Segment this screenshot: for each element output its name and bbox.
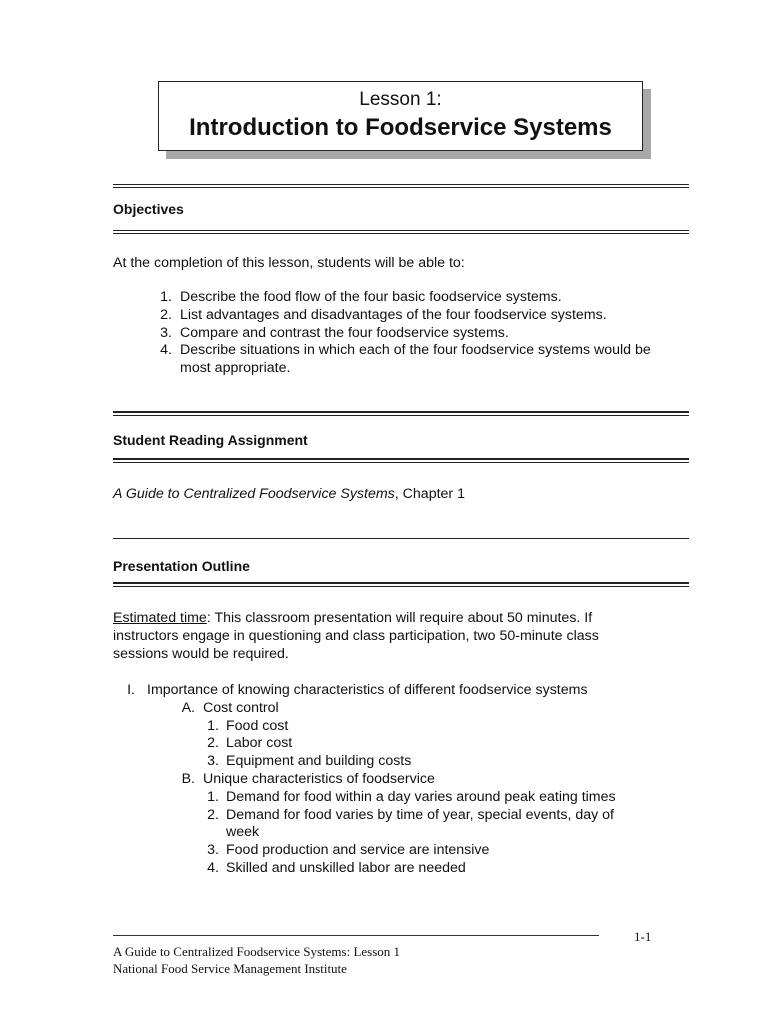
page-number: 1-1 bbox=[634, 929, 652, 944]
reading-assignment bbox=[113, 486, 465, 504]
rule-outline-top bbox=[113, 538, 689, 539]
footer-line-2: National Food Service Management Institute bbox=[113, 961, 347, 976]
rule-objectives-top bbox=[113, 184, 689, 188]
objective-item: 3. Compare and contrast the four foodservice systems. bbox=[160, 324, 509, 341]
outline-item: 3. Equipment and building costs bbox=[207, 753, 412, 770]
estimated-time-label: Estimated time bbox=[113, 610, 207, 626]
objective-item: 1. Describe the food flow of the four basic foodservice systems. bbox=[160, 289, 562, 305]
outline-section-I: I. Importance of knowing characteristics of different foodservice systems bbox=[127, 682, 588, 698]
outline-item: 1. Demand for food within a day varies around peak eating times bbox=[207, 788, 616, 805]
reading-book-title: A Guide to Centralized Foodservice Systems bbox=[113, 486, 395, 502]
estimated-time-paragraph bbox=[113, 610, 643, 663]
title-box bbox=[158, 81, 643, 151]
outline-section-B: B. Unique characteristics of foodservice bbox=[181, 770, 435, 787]
rule-outline-bottom bbox=[113, 582, 689, 587]
reading-chapter: , Chapter 1 bbox=[394, 486, 465, 502]
outline-list bbox=[113, 682, 673, 878]
outline-item: 2. Demand for food varies by time of year, special events, day of week bbox=[207, 806, 614, 841]
outline-item: 1. Food cost bbox=[207, 717, 289, 734]
objective-item: 4. Describe situations in which each of the four foodservice systems would be most appropriate. bbox=[160, 342, 651, 377]
outline-item: 3. Food production and service are intensive bbox=[207, 842, 490, 859]
outline-section-A: A. Cost control bbox=[181, 699, 279, 716]
reading-heading: Student Reading Assignment bbox=[113, 432, 308, 448]
lesson-number: Lesson 1: bbox=[359, 89, 442, 110]
rule-reading-top bbox=[113, 411, 689, 416]
objectives-intro: At the completion of this lesson, students will be able to: bbox=[113, 255, 465, 271]
objectives-list bbox=[152, 289, 682, 378]
footer-rule bbox=[113, 935, 599, 936]
rule-reading-bottom bbox=[113, 458, 689, 463]
objectives-heading: Objectives bbox=[113, 201, 184, 217]
outline-item: 4. Skilled and unskilled labor are needed bbox=[207, 859, 466, 876]
footer-line-1: A Guide to Centralized Foodservice Systems: Lesson 1 bbox=[113, 944, 401, 959]
lesson-title: Introduction to Foodservice Systems bbox=[189, 114, 612, 141]
objective-item: 2. List advantages and disadvantages of the four foodservice systems. bbox=[160, 306, 607, 323]
outline-item: 2. Labor cost bbox=[207, 735, 293, 752]
estimated-time-text: : This classroom presentation will require about 50 minutes. If instructors engage in questioning and class participation, two 50-minute class sessions would be required. bbox=[113, 610, 599, 662]
rule-objectives-bottom bbox=[113, 230, 689, 234]
outline-heading: Presentation Outline bbox=[113, 558, 250, 574]
